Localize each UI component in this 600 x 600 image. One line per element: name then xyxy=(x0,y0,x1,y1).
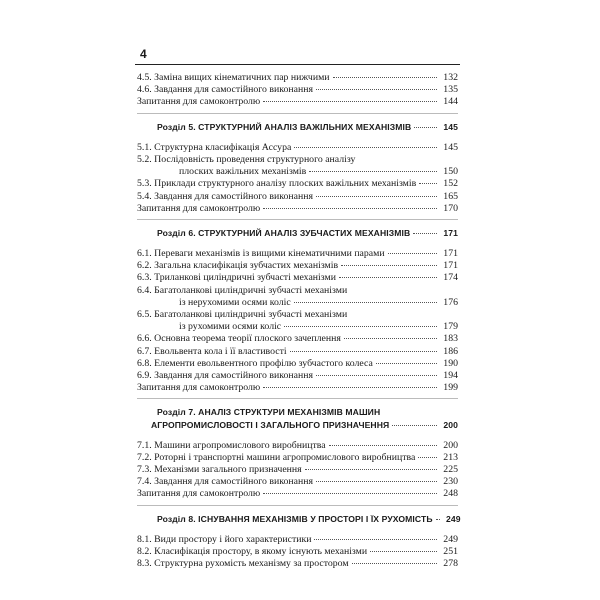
leader-dots xyxy=(413,233,437,234)
leader-dots xyxy=(290,351,437,352)
leader-dots xyxy=(314,539,437,540)
header-rule xyxy=(135,64,460,65)
toc-section-heading-continuation[interactable]: АГРОПРОМИСЛОВОСТІ І ЗАГАЛЬНОГО ПРИЗНАЧЕННЯ 200 xyxy=(151,419,458,430)
toc-section-heading[interactable]: Розділ 8. ІСНУВАННЯ МЕХАНІЗМІВ У ПРОСТОРІ І ЇХ РУХОМІСТЬ 249 xyxy=(157,513,461,524)
leader-dots xyxy=(263,387,437,388)
leader-dots xyxy=(352,563,437,564)
toc-entry[interactable]: 6.4. Багатоланкові циліндричні зубчасті механізми xyxy=(137,284,348,296)
toc-entry[interactable]: 5.3. Приклади структурного аналізу плоских важільних механізмів 152 xyxy=(137,178,458,190)
toc-entry[interactable]: Запитання для самоконтролю 248 xyxy=(137,488,458,500)
toc-entry[interactable]: 6.2. Загальна класифікація зубчастих механізмів 171 xyxy=(137,260,458,272)
leader-dots xyxy=(419,183,437,184)
toc-entry[interactable]: 7.1. Машини агропромислового виробництва 200 xyxy=(137,439,458,451)
toc-entry[interactable]: 7.2. Роторні і транспортні машини агропромислового виробництва 213 xyxy=(137,451,458,463)
toc-entry[interactable]: 7.4. Завдання для самостійного виконання 230 xyxy=(137,476,458,488)
section-separator xyxy=(137,505,458,506)
toc-entry-continuation[interactable]: із нерухомими осями коліс 176 xyxy=(179,296,458,308)
toc-entry[interactable]: 6.1. Переваги механізмів із вищими кінематичними парами 171 xyxy=(137,248,458,260)
toc-section-heading[interactable]: Розділ 7. АНАЛІЗ СТРУКТУРИ МЕХАНІЗМІВ МАШИН xyxy=(157,407,381,418)
toc-entry[interactable]: 6.7. Евольвента кола і її властивості 186 xyxy=(137,345,458,357)
toc-entry-continuation[interactable]: плоских важільних механізмів 150 xyxy=(179,166,458,178)
page-number: 4 xyxy=(140,47,147,61)
section-separator xyxy=(137,219,458,220)
leader-dots xyxy=(436,519,440,520)
toc-entry-continuation[interactable]: із рухомими осями коліс 179 xyxy=(179,321,458,333)
leader-dots xyxy=(305,469,437,470)
toc-entry[interactable]: 4.6. Завдання для самостійного виконання 135 xyxy=(137,84,458,96)
leader-dots xyxy=(370,551,437,552)
toc-entry[interactable]: 6.3. Триланкові циліндричні зубчасті механізми 174 xyxy=(137,272,458,284)
leader-dots xyxy=(284,326,437,327)
leader-dots xyxy=(329,445,437,446)
section-separator xyxy=(137,113,458,114)
toc-entry[interactable]: 6.6. Основна теорема теорії плоского зачеплення 183 xyxy=(137,333,458,345)
toc-entry[interactable]: 6.5. Багатоланкові циліндричні зубчасті механізми xyxy=(137,309,348,320)
leader-dots xyxy=(418,457,437,458)
leader-dots xyxy=(388,253,437,254)
leader-dots xyxy=(344,338,437,339)
leader-dots xyxy=(294,147,437,148)
toc-entry[interactable]: Запитання для самоконтролю 199 xyxy=(137,382,458,394)
toc-entry[interactable]: 8.2. Класифікація простору, в якому існують механізми 251 xyxy=(137,546,458,557)
toc-entry[interactable]: 6.9. Завдання для самостійного виконання 194 xyxy=(137,369,458,381)
toc-section-heading[interactable]: Розділ 6. СТРУКТУРНИЙ АНАЛІЗ ЗУБЧАСТИХ МЕХАНІЗМІВ 171 xyxy=(157,227,458,238)
toc-entry[interactable]: 4.5. Заміна вищих кінематичних пар нижчими 132 xyxy=(137,72,458,83)
leader-dots xyxy=(294,302,437,303)
leader-dots xyxy=(333,77,437,78)
toc-entry[interactable]: 6.8. Елементи евольвентного профілю зубчастого колеса 190 xyxy=(137,357,458,369)
toc-entry[interactable]: 8.3. Структурна рухомість механізму за простором 278 xyxy=(137,558,458,570)
toc-entry[interactable]: 5.4. Завдання для самостійного виконання 165 xyxy=(137,190,458,202)
toc-entry[interactable]: 5.1. Структурна класифікація Ассура 145 xyxy=(137,141,458,153)
leader-dots xyxy=(316,89,437,90)
toc-entry[interactable]: 5.2. Послідовність проведення структурного аналізу xyxy=(137,153,356,165)
toc-entry[interactable]: 8.1. Види простору і його характеристики 249 xyxy=(137,533,458,545)
leader-dots xyxy=(309,171,437,172)
leader-dots xyxy=(376,363,437,364)
leader-dots xyxy=(263,493,437,494)
toc-entry[interactable]: Запитання для самоконтролю 170 xyxy=(137,202,458,214)
table-of-contents xyxy=(137,72,461,570)
toc-entry[interactable]: 7.3. Механізми загального призначення 225 xyxy=(137,464,458,476)
leader-dots xyxy=(316,375,437,376)
leader-dots xyxy=(263,208,437,209)
leader-dots xyxy=(316,196,437,197)
leader-dots xyxy=(341,265,437,266)
section-separator xyxy=(137,398,458,399)
toc-entry[interactable]: Запитання для самоконтролю 144 xyxy=(137,96,458,108)
toc-section-heading[interactable]: Розділ 5. СТРУКТУРНИЙ АНАЛІЗ ВАЖІЛЬНИХ МЕХАНІЗМІВ 145 xyxy=(157,121,458,132)
leader-dots xyxy=(339,277,437,278)
leader-dots xyxy=(414,127,437,128)
leader-dots xyxy=(316,481,437,482)
leader-dots xyxy=(392,425,437,426)
leader-dots xyxy=(263,101,437,102)
